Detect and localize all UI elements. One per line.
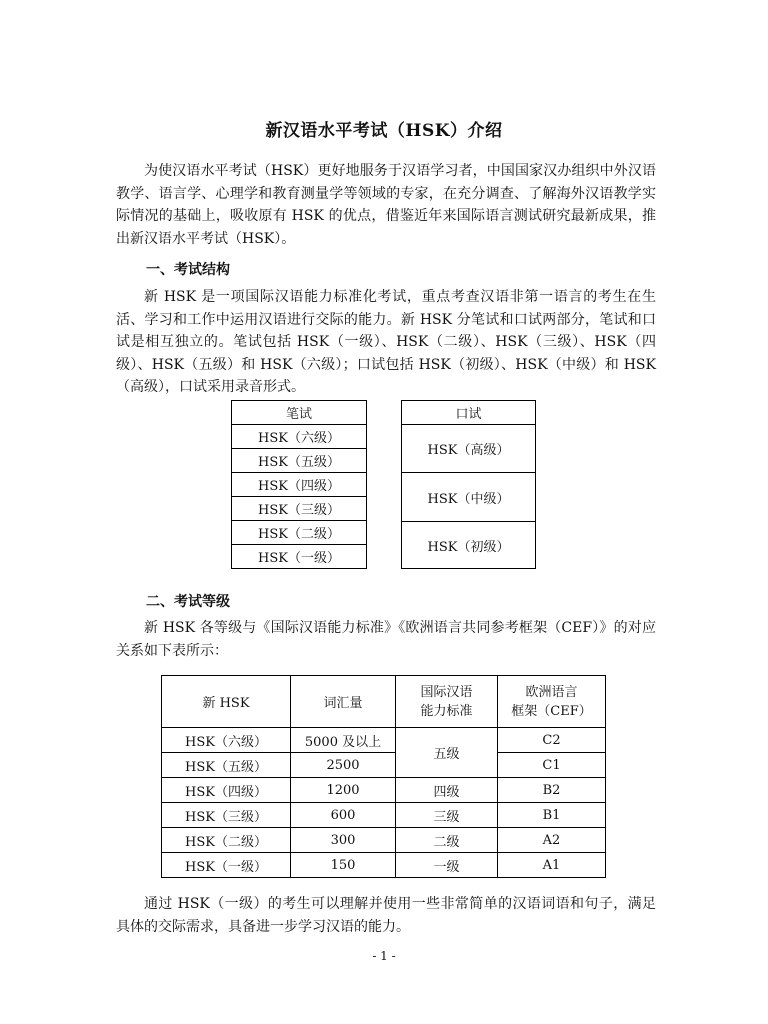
cell-standard: 三级 xyxy=(396,803,498,828)
written-table-cell: HSK（三级） xyxy=(232,497,367,521)
cell-vocab: 5000 及以上 xyxy=(291,728,396,753)
oral-exam-table xyxy=(401,400,536,569)
table-row xyxy=(162,803,606,828)
column-header-line: 框架（CEF） xyxy=(511,703,592,719)
level-correspondence-table xyxy=(161,675,606,878)
column-header-line: 国际汉语 xyxy=(420,684,473,700)
column-header-standard xyxy=(396,676,498,728)
written-table-cell: HSK（二级） xyxy=(232,521,367,545)
cell-vocab: 1200 xyxy=(291,778,396,803)
written-table-header: 笔试 xyxy=(232,401,367,425)
written-table-cell: HSK（一级） xyxy=(232,545,367,569)
section1-heading: 一、考试结构 xyxy=(146,262,230,278)
cell-hsk: HSK（一级） xyxy=(162,853,291,878)
cell-hsk: HSK（六级） xyxy=(162,728,291,753)
cell-vocab: 600 xyxy=(291,803,396,828)
page-title: 新汉语水平考试（HSK）介绍 xyxy=(265,121,503,141)
cell-hsk: HSK（二级） xyxy=(162,828,291,853)
oral-table-header: 口试 xyxy=(402,401,536,425)
written-exam-table xyxy=(231,400,367,569)
section1-paragraph: 新 HSK 是一项国际汉语能力标准化考试，重点考查汉语非第一语言的考生在生活、学习和工作中运用汉语进行交际的能力。新 HSK 分笔试和口试两部分，笔试和口试是相互独立的。笔试包括 HSK（一级）、HSK（二级）、HSK（三级）、HSK（四级）、HSK（五级）和 HSK（六级）；口试包括 HSK（初级）、HSK（中级）和 HSK（高级），口试采用录音形式。 xyxy=(116,289,656,395)
cell-hsk: HSK（三级） xyxy=(162,803,291,828)
intro-paragraph: 为使汉语水平考试（HSK）更好地服务于汉语学习者，中国国家汉办组织中外汉语教学、语言学、心理学和教育测量学等领域的专家，在充分调查、了解海外汉语教学实际情况的基础上，吸收原有 HSK 的优点，借鉴近年来国际语言测试研究最新成果，推出新汉语水平考试（HSK）。 xyxy=(116,163,656,247)
cell-vocab: 2500 xyxy=(291,753,396,778)
cell-standard: 一级 xyxy=(396,853,498,878)
oral-table-cell: HSK（中级） xyxy=(402,473,536,522)
cell-hsk: HSK（五级） xyxy=(162,753,291,778)
section2-paragraph: 新 HSK 各等级与《国际汉语能力标准》《欧洲语言共同参考框架（CEF）》的对应关系如下表所示： xyxy=(116,620,656,659)
cell-cef: B1 xyxy=(498,803,606,828)
cell-standard: 五级 xyxy=(396,728,498,778)
oral-table-cell: HSK（初级） xyxy=(402,522,536,569)
cell-standard: 四级 xyxy=(396,778,498,803)
column-header-hsk: 新 HSK xyxy=(162,676,291,728)
page-number: - 1 - xyxy=(372,949,396,963)
column-header-line: 能力标准 xyxy=(420,703,473,719)
column-header-vocab: 词汇量 xyxy=(291,676,396,728)
cell-hsk: HSK（四级） xyxy=(162,778,291,803)
column-header-line: 欧洲语言 xyxy=(525,684,578,700)
cell-cef: C1 xyxy=(498,753,606,778)
cell-cef: A2 xyxy=(498,828,606,853)
cell-cef: A1 xyxy=(498,853,606,878)
written-table-cell: HSK（六级） xyxy=(232,425,367,449)
written-table-cell: HSK（四级） xyxy=(232,473,367,497)
section2-heading: 二、考试等级 xyxy=(146,594,230,610)
table-row xyxy=(162,753,606,778)
cell-cef: B2 xyxy=(498,778,606,803)
table-row xyxy=(162,728,606,753)
cell-vocab: 300 xyxy=(291,828,396,853)
cell-standard: 二级 xyxy=(396,828,498,853)
written-table-cell: HSK（五级） xyxy=(232,449,367,473)
closing-paragraph: 通过 HSK（一级）的考生可以理解并使用一些非常简单的汉语词语和句子，满足具体的交际需求，具备进一步学习汉语的能力。 xyxy=(116,896,656,935)
column-header-cef xyxy=(498,676,606,728)
table-row xyxy=(162,828,606,853)
oral-table-cell: HSK（高级） xyxy=(402,425,536,473)
cell-vocab: 150 xyxy=(291,853,396,878)
table-row xyxy=(162,853,606,878)
table-row xyxy=(162,778,606,803)
cell-cef: C2 xyxy=(498,728,606,753)
